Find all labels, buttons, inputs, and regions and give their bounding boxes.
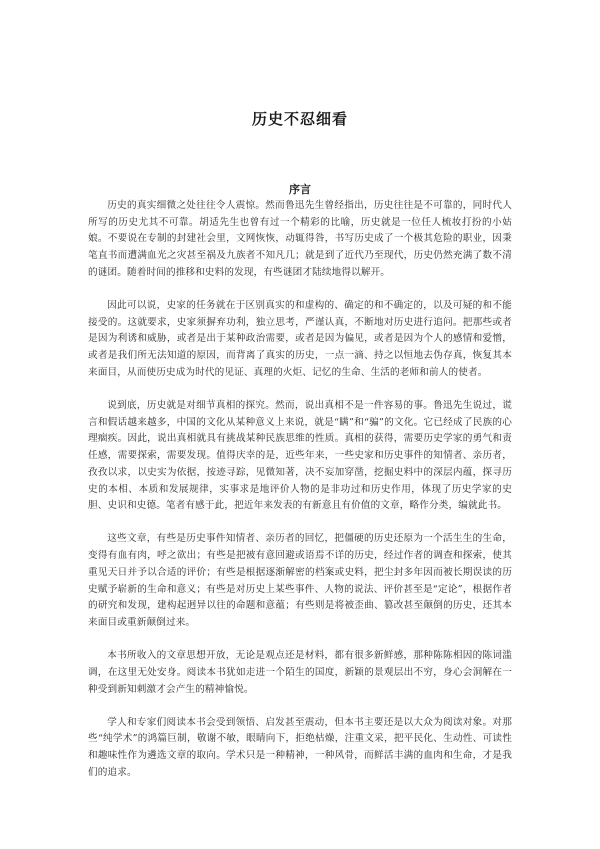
- paragraph: 这些文章，有些是历史事件知情者、亲历者的回忆，把僵硬的历史还原为一个活生生的生命，变得有血有肉，呼之欲出；有些是把被有意回避或语焉不详的历史，经过作者的调查和探索，使其重见天日并予以合适的评价；有些是根据逐渐解密的档案或史料，把尘封多年因而被长期误读的历史赋予崭新的生命和意义；有些是对历史上某些事件、人物的说法、评价甚至是“定论”，根据作者的研究和发现，建构起迥异以往的命题和意蕴；有些则是将被歪曲、篡改甚至颠倒的历史，还其本来面目或重新颠倒过来。: [88, 533, 512, 628]
- preface-heading: 序言: [289, 183, 311, 196]
- paragraph: 因此可以说，史家的任务就在于区别真实的和虚构的、确定的和不确定的，以及可疑的和不能接受的。这就要求，史家须摒弃功利，独立思考，严谨认真，不断地对历史进行追问。把那些或者是因为利诱和威胁，或者是出于某种政治需要，或者是因为偏见，或者是因为个人的感情和爱憎，或者是我们所无法知道的原因，而背离了真实的历史，一点一滴、持之以恒地去伪存真，恢复其本来面目，从而使历史成为时代的见证、真理的火炬、记忆的生命、生活的老师和前人的使者。: [88, 300, 512, 378]
- paragraph: 本书所收入的文章思想开放，无论是观点还是材料，都有很多新鲜感，那种陈陈相因的陈词滥调，在这里无处安身。阅读本书犹如走进一个陌生的国度，新颖的景观层出不穷，身心会洞解在一种受到新知刺激才会产生的精神愉悦。: [88, 650, 512, 695]
- preface-body: [88, 198, 512, 798]
- paragraph: 学人和专家们阅读本书会受到领悟、启发甚至震动，但本书主要还是以大众为阅读对象。对那些“纯学术”的鸿篇巨制，敬谢不敏，眼睛向下，拒绝枯燥，注重文采，把平民化、生动性、可读性和趣味性作为遴选文章的取向。学术只是一种精神，一种风骨，而鲜活丰满的血肉和生命，才是我们的追求。: [88, 716, 512, 778]
- paragraph: 说到底，历史就是对细节真相的探究。然而，说出真相不是一件容易的事。鲁迅先生说过，谎言和假话越来越多，中国的文化从某种意义上来说，就是“瞒”和“骗”的文化。它已经成了民族的心理痼疾。因此，说出真相就具有挑战某种民族思维的性质。真相的获得，需要历史学家的勇气和责任感，需要探索，需要发现。值得庆幸的是，近些年来，一些史家和历史事件的知情者、亲历者，孜孜以求，以史实为依据，按迹寻踪，见微知著，决不妄加穿凿，挖掘史料中的深层内蕴，探寻历史的本相、本质和发展规律，实事求是地评价人物的是非功过和历史作用，体现了历史学家的史胆、史识和史德。笔者有感于此，把近年来发表的有新意且有价值的文章，略作分类，编就此书。: [88, 400, 512, 512]
- book-title: 历史不忍细看: [251, 110, 348, 128]
- paragraph: 历史的真实细微之处往往令人震惊。然而鲁迅先生曾经指出，历史往往是不可靠的，同时代人所写的历史尤其不可靠。胡适先生也曾有过一个精彩的比喻，历史就是一位任人梳妆打扮的小姑娘。不要说在专制的封建社会里，文网恢恢，动辄得咎，书写历史成了一个极其危险的职业，因秉笔直书而遭满血光之灾甚至祸及九族者不知凡几；就是到了近代乃至现代，历史仍然充满了数不清的谜团。随着时间的推移和史料的发现，有些谜团才陆续地得以解开。: [88, 200, 512, 278]
